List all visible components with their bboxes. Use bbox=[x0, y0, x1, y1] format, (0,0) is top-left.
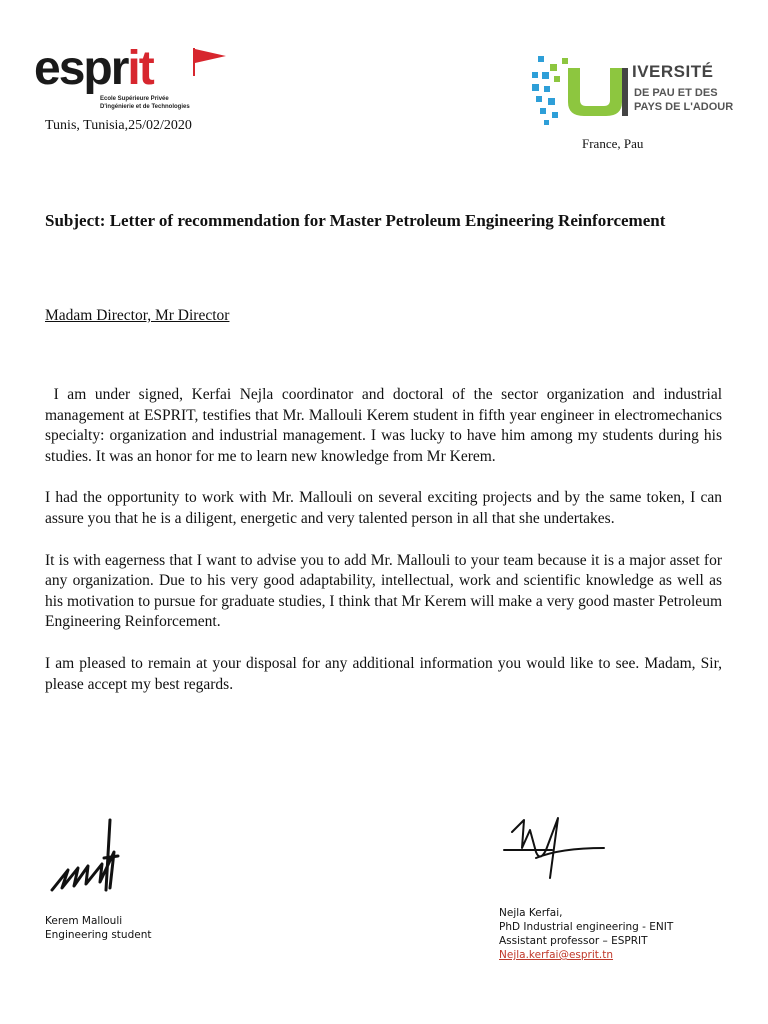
letter-body bbox=[45, 385, 726, 695]
professor-name: Nejla Kerfai, bbox=[499, 907, 563, 919]
student-signature-block bbox=[45, 914, 151, 942]
esprit-flag-icon bbox=[182, 46, 242, 86]
professor-signature-block bbox=[499, 906, 673, 962]
place-date: Tunis, Tunisia,25/02/2020 bbox=[45, 118, 192, 133]
salutation: Madam Director, Mr Director bbox=[45, 307, 230, 324]
esprit-logo bbox=[34, 40, 234, 112]
paragraph: I am pleased to remain at your disposal for any additional information you would like to see. Madam, Sir, please accept my best regards. bbox=[45, 654, 722, 693]
subject-line: Subject: Letter of recommendation for Master Petroleum Engineering Reinforcement bbox=[45, 211, 666, 230]
paragraph: I am under signed, Kerfai Nejla coordinator and doctoral of the sector organization and industrial management at ESPRIT, testifies that Mr. Mallouli Kerem student in fifth year engineer in electromechanics specialty: organization and industrial management. I was lucky to have him among my students during his studies. It was an honor for me to learn new knowledge from Mr Kerem. bbox=[45, 386, 726, 465]
place-right: France, Pau bbox=[582, 136, 644, 151]
esprit-subtitle-line1: Ecole Supérieure Privée bbox=[100, 96, 169, 102]
professor-signature-icon bbox=[500, 812, 610, 884]
student-signature-icon bbox=[48, 818, 128, 898]
student-name: Kerem Mallouli bbox=[45, 915, 123, 927]
student-role: Engineering student bbox=[45, 929, 152, 941]
professor-email-link[interactable]: Nejla.kerfai@esprit.tn bbox=[499, 949, 614, 961]
professor-title-2: Assistant professor – ESPRIT bbox=[499, 935, 648, 947]
esprit-wordmark: esprit bbox=[34, 42, 153, 95]
esprit-subtitle-line2: D'ingénierie et de Technologies bbox=[100, 104, 190, 110]
university-pixel-mark-icon bbox=[528, 50, 632, 130]
university-name-line1: IVERSITÉ bbox=[632, 62, 714, 81]
paragraph: I had the opportunity to work with Mr. Mallouli on several exciting projects and by the same token, I can assure you that he is a diligent, energetic and very talented person in all that she undertakes. bbox=[45, 489, 722, 527]
paragraph: It is with eagerness that I want to advise you to add Mr. Mallouli to your team because it is a major asset for any organization. Due to his very good adaptability, intellectual, work and scientific knowledge as well as his motivation to pursue for graduate studies, I think that Mr Kerem will make a very good master Petroleum Engineering Reinforcement. bbox=[45, 551, 722, 631]
university-name-line3: PAYS DE L'ADOUR bbox=[634, 101, 734, 113]
university-logo bbox=[528, 50, 734, 130]
esprit-subtitle bbox=[100, 95, 190, 111]
professor-title-1: PhD Industrial engineering - ENIT bbox=[499, 921, 674, 933]
university-name-sub bbox=[634, 86, 733, 114]
university-name-line2: DE PAU ET DES bbox=[634, 87, 718, 99]
